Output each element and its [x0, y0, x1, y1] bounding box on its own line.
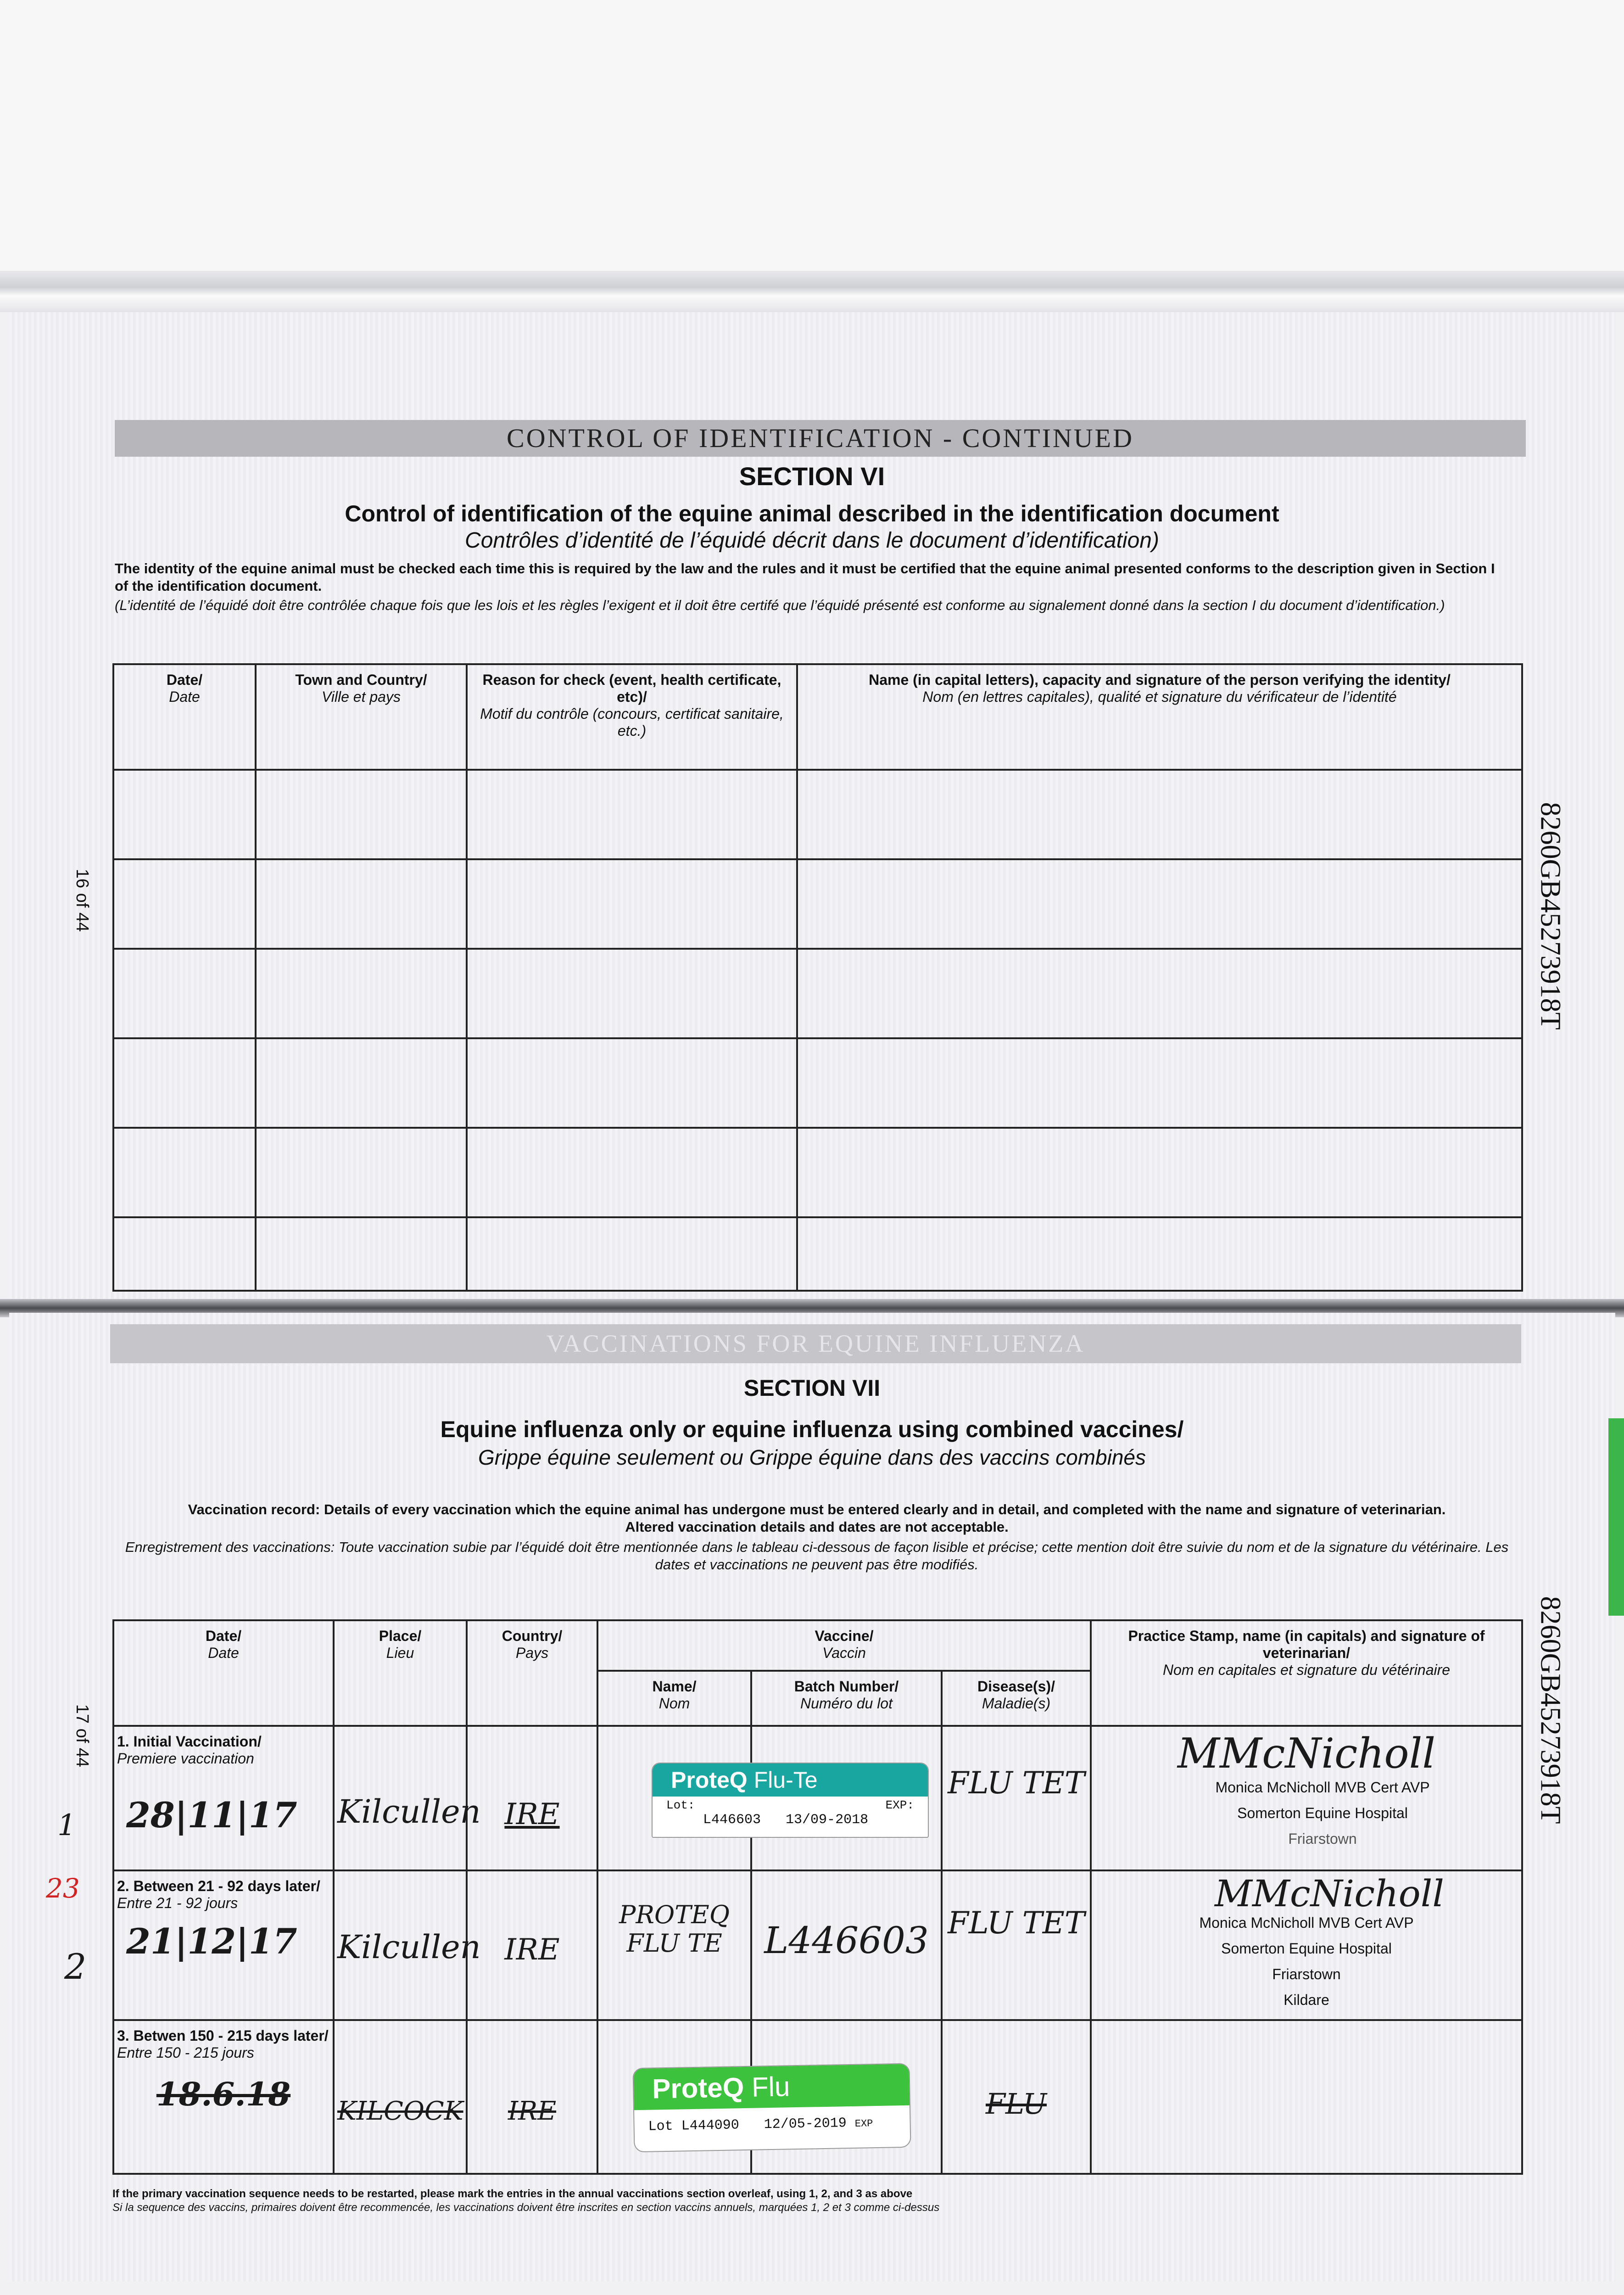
sticker-product: Flu-Te — [753, 1767, 818, 1793]
cell[interactable] — [256, 859, 467, 949]
disease-cell[interactable] — [942, 1726, 1091, 1870]
sticker-exp: 13/09-2018 — [786, 1812, 869, 1828]
handwritten-place: Kilcullen — [337, 1793, 481, 1830]
table-row — [113, 859, 1522, 949]
place-cell[interactable] — [334, 1726, 481, 1870]
sticker-lot: L446603 — [703, 1812, 761, 1828]
header-batch-number: Batch Number/ Numéro du lot — [751, 1671, 942, 1726]
cell[interactable] — [113, 1217, 256, 1291]
vet-practice: Somerton Equine Hospital — [1237, 1805, 1408, 1821]
heading-fr: Contrôles d’identité de l’équidé décrit dans le document d’identification) — [465, 528, 1159, 553]
sticker-brand-band — [633, 2064, 909, 2110]
margin-mark: 2 — [64, 1946, 87, 1987]
row-label-fr: Entre 150 - 215 jours — [117, 2044, 254, 2061]
footer-note-en: If the primary vaccination sequence needs to be restarted, please mark the entries in the annual vaccinations section overleaf, using 1, 2, and 3 as above — [112, 2188, 913, 2200]
sticker-product: Flu — [751, 2071, 790, 2103]
cell[interactable] — [113, 1128, 256, 1217]
sticker-values — [653, 1812, 928, 1828]
handwritten-date: 18.6.18 — [156, 2075, 291, 2113]
cell[interactable] — [113, 949, 256, 1038]
heading-en: Control of identification of the equine animal described in the identification document — [345, 501, 1279, 526]
country-cell[interactable] — [467, 1870, 597, 2020]
cell[interactable] — [467, 859, 797, 949]
handwritten-disease: FLU TET — [948, 1905, 1085, 1941]
country-cell[interactable] — [467, 2020, 597, 2174]
row-label-fr: Premiere vaccination — [117, 1750, 254, 1767]
cell[interactable] — [113, 859, 256, 949]
handwritten-vaccine-name: PROTEQ FLU TE — [619, 1900, 730, 1958]
header-verifier: Name (in capital letters), capacity and signature of the person verifying the identity/ Nom (en lettres capitales), qualité et signature du vérificateur de l’identité — [797, 664, 1522, 770]
vet-name: Monica McNicholl MVB Cert AVP — [1199, 1914, 1414, 1931]
cell[interactable] — [467, 1038, 797, 1128]
handwritten-country: IRE — [504, 1797, 560, 1831]
section-title: SECTION VII — [743, 1375, 881, 1401]
scanner-background — [0, 0, 1624, 275]
footer-note-fr: Si la sequence des vaccins, primaires doivent être recommencée, les vaccinations doivent être inscrites en section vaccins annuels, marquées 1, 2 et 3 comme ci-dessus — [112, 2201, 940, 2214]
cell[interactable] — [256, 1038, 467, 1128]
vet-county: Kildare — [1284, 1992, 1329, 2008]
cell[interactable] — [467, 1217, 797, 1291]
vet-stamp — [1094, 1910, 1518, 2013]
sticker-brand: ProteQ — [671, 1767, 748, 1793]
page-number: 17 of 44 — [73, 1704, 92, 1768]
handwritten-place: KILCOCK — [337, 2096, 463, 2126]
header-town-country: Town and Country/ Ville et pays — [256, 664, 467, 770]
header-practice-stamp: Practice Stamp, name (in capitals) and signature of veterinarian/ Nom en capitales et signature du vétérinaire — [1091, 1620, 1522, 1726]
cell[interactable] — [467, 770, 797, 859]
stamp-cell[interactable] — [1091, 2020, 1522, 2174]
place-cell[interactable] — [334, 1870, 481, 2020]
header-date: Date/ Date — [113, 664, 256, 770]
vet-town: Friarstown — [1288, 1830, 1357, 1847]
identity-check-table — [112, 663, 1523, 1292]
cell[interactable] — [113, 1038, 256, 1128]
cell[interactable] — [113, 770, 256, 859]
vet-name: Monica McNicholl MVB Cert AVP — [1215, 1779, 1430, 1796]
header-reason: Reason for check (event, health certificate, etc)/ Motif du contrôle (concours, certificat sanitaire, etc.) — [467, 664, 797, 770]
section-banner: CONTROL OF IDENTIFICATION - CONTINUED — [115, 420, 1526, 457]
row-label: 3. Betwen 150 - 215 days later/ — [117, 2027, 329, 2044]
vet-stamp — [1094, 1774, 1518, 1852]
row-date-cell[interactable] — [113, 1726, 334, 1870]
handwritten-date: 21|12|17 — [126, 1921, 297, 1962]
sticker-brand-band — [653, 1763, 928, 1797]
page-number: 16 of 44 — [73, 868, 92, 932]
sticker-exp: 12/05-2019 — [764, 2116, 847, 2133]
header-vaccine: Vaccine/ Vaccin — [597, 1620, 1091, 1671]
cell[interactable] — [467, 949, 797, 1038]
vaccine-label-sticker — [652, 1763, 929, 1838]
stamp-cell[interactable] — [1091, 1726, 1522, 1870]
sticker-values — [634, 2105, 910, 2135]
row-date-cell[interactable] — [113, 1870, 334, 2020]
vaccine-name-cell[interactable] — [597, 1870, 751, 2020]
document-id: 8260GB45273918T — [1535, 802, 1566, 1030]
sticker-lot-label: Lot: — [666, 1798, 695, 1812]
cell[interactable] — [797, 770, 1522, 859]
heading-en: Equine influenza only or equine influenza using combined vaccines/ — [440, 1416, 1184, 1442]
handwritten-disease: FLU — [985, 2087, 1047, 2121]
sticker-brand: ProteQ — [652, 2072, 744, 2105]
table-row — [113, 949, 1522, 1038]
cell[interactable] — [797, 1217, 1522, 1291]
heading-fr: Grippe équine seulement ou Grippe équine dans des vaccins combinés — [478, 1445, 1146, 1469]
handwritten-country: IRE — [508, 2096, 557, 2126]
handwritten-place: Kilcullen — [337, 1928, 481, 1966]
table-row — [113, 1870, 1522, 2020]
cell[interactable] — [797, 949, 1522, 1038]
country-cell[interactable] — [467, 1726, 597, 1870]
vet-signature: MMcNicholl — [1215, 1872, 1444, 1915]
vet-town: Friarstown — [1272, 1966, 1341, 1982]
margin-mark-red: 23 — [46, 1873, 80, 1904]
cell[interactable] — [256, 770, 467, 859]
table-row — [113, 1128, 1522, 1217]
row-label: 2. Between 21 - 92 days later/ — [117, 1878, 320, 1894]
row-label-fr: Entre 21 - 92 jours — [117, 1895, 238, 1911]
cell[interactable] — [467, 1128, 797, 1217]
sticker-lot: L444090 — [681, 2117, 740, 2134]
section-title: SECTION VI — [739, 462, 885, 491]
sticker-exp-label: EXP: — [885, 1798, 914, 1812]
instruction-en: The identity of the equine animal must be checked each time this is required by the law and the rules and it must be certified that the equine animal presented conforms to the description given in Section I of the identification document. — [115, 560, 1495, 594]
binding-edge — [0, 271, 1624, 312]
disease-cell[interactable] — [942, 2020, 1091, 2174]
header-place: Place/ Lieu — [334, 1620, 467, 1726]
table-row — [113, 770, 1522, 859]
vet-signature: MMcNicholl — [1177, 1730, 1436, 1778]
disease-cell[interactable] — [942, 1870, 1091, 2020]
row-label: 1. Initial Vaccination/ — [117, 1733, 262, 1750]
handwritten-batch: L446603 — [764, 1919, 929, 1962]
header-diseases: Disease(s)/ Maladie(s) — [942, 1671, 1091, 1726]
cell[interactable] — [256, 949, 467, 1038]
vet-practice: Somerton Equine Hospital — [1221, 1940, 1392, 1957]
vaccination-record-en: Vaccination record: Details of every vaccination which the equine animal has undergone must be entered clearly and in detail, and completed with the name and signature of veterinarian. Altered vaccination details and dates are not acceptable. — [188, 1501, 1446, 1535]
cell[interactable] — [797, 859, 1522, 949]
batch-cell[interactable] — [751, 1870, 942, 2020]
cell[interactable] — [256, 1217, 467, 1291]
table-row — [113, 1217, 1522, 1291]
table-row — [113, 1038, 1522, 1128]
handwritten-date: 28|11|17 — [126, 1795, 297, 1836]
vaccination-record-fr: Enregistrement des vaccinations: Toute vaccination subie par l’équidé doit être mentionnée dans le tableau ci-dessous de façon lisible et précise; cette mention doit être suivie du nom et de la signature du vétérinaire. Les dates et vaccinations ne peuvent pas être modifiés. — [125, 1539, 1509, 1573]
cell[interactable] — [797, 1038, 1522, 1128]
sticker-labels — [653, 1797, 928, 1812]
stamp-cell[interactable] — [1091, 1870, 1522, 2020]
sticker-exp-label: EXP — [854, 2118, 873, 2130]
instruction-fr: (L’identité de l’équidé doit être contrôlée chaque fois que les lois et les règles l’exigent et il doit être certifé que l’équidé présenté est conforme au signalement donné dans la section I du document d’identification.) — [115, 597, 1445, 613]
handwritten-disease: FLU TET — [948, 1765, 1085, 1801]
header-vaccine-name: Name/ Nom — [597, 1671, 751, 1726]
place-cell[interactable] — [334, 2020, 467, 2174]
handwritten-country: IRE — [504, 1933, 560, 1967]
sticker-lot-label: Lot — [648, 2118, 673, 2135]
row-date-cell[interactable] — [113, 2020, 334, 2174]
cell[interactable] — [797, 1128, 1522, 1217]
vaccine-label-sticker — [632, 2063, 911, 2153]
document-id: 8260GB45273918T — [1535, 1596, 1566, 1824]
header-country: Country/ Pays — [467, 1620, 597, 1726]
section-banner: VACCINATIONS FOR EQUINE INFLUENZA — [110, 1324, 1521, 1363]
margin-mark: 1 — [57, 1808, 76, 1842]
header-date: Date/ Date — [113, 1620, 334, 1726]
cell[interactable] — [256, 1128, 467, 1217]
